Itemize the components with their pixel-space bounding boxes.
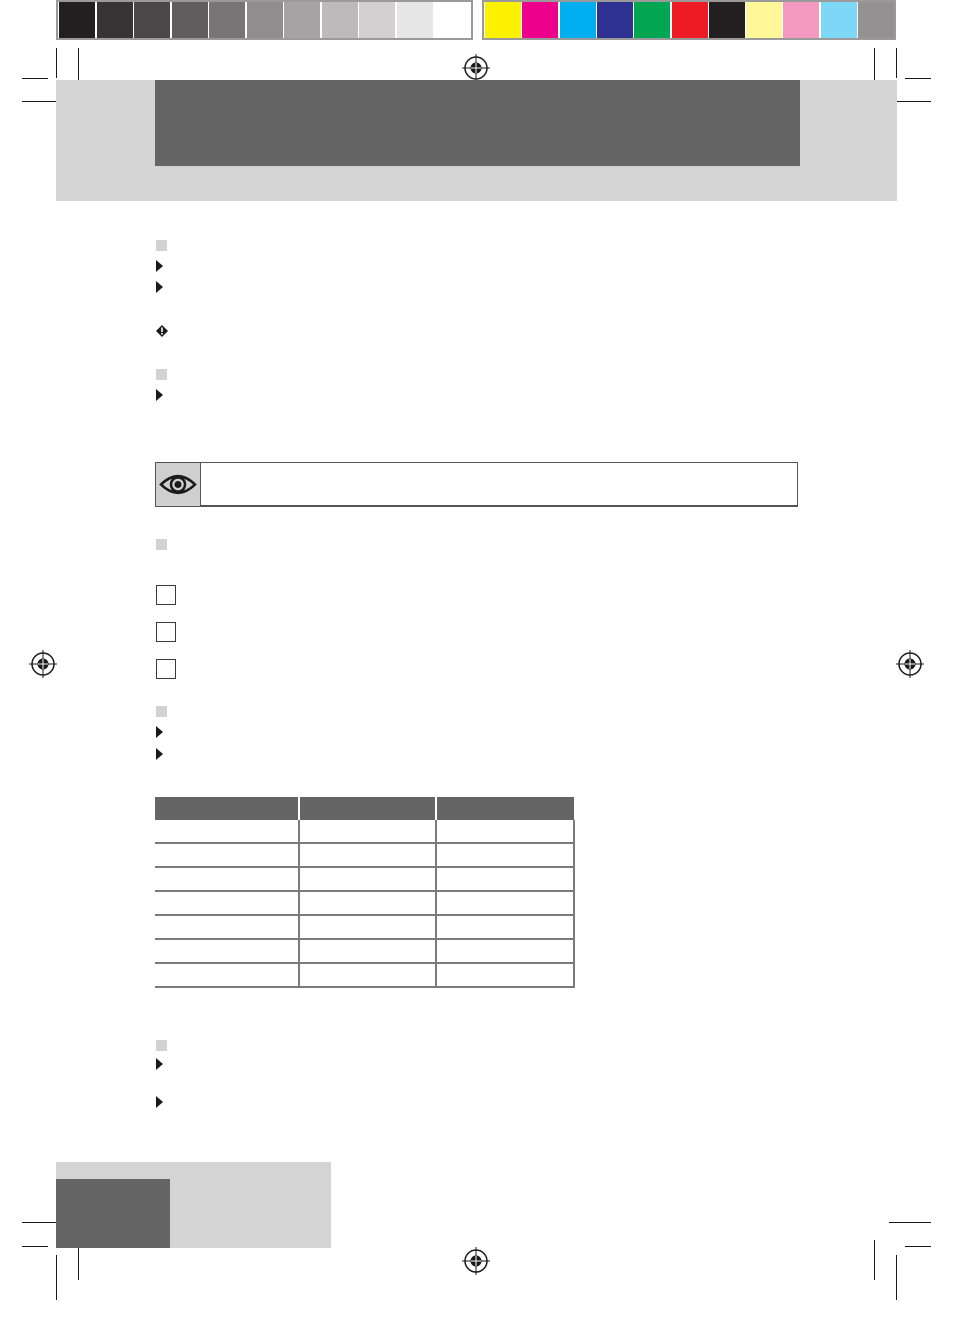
color-swatch — [172, 2, 208, 38]
registration-mark-icon — [461, 1246, 491, 1276]
table-cell — [155, 915, 299, 939]
table-cell — [436, 939, 574, 963]
registration-mark-icon — [28, 649, 58, 679]
table-row — [155, 939, 574, 963]
crop-mark — [56, 48, 57, 78]
crop-mark — [896, 48, 897, 78]
color-swatch — [247, 2, 283, 38]
table-cell — [299, 963, 436, 987]
header-title-bar — [155, 80, 800, 166]
table-cell — [155, 843, 299, 867]
info-box — [155, 462, 798, 507]
section-marker — [156, 539, 167, 550]
crop-mark — [896, 1255, 897, 1300]
color-swatch — [322, 2, 358, 38]
bullet-icon — [156, 1096, 163, 1108]
table-cell — [299, 891, 436, 915]
table-header-cell — [299, 797, 436, 820]
color-swatch — [821, 2, 857, 38]
table-cell — [155, 867, 299, 891]
eye-icon — [156, 463, 200, 506]
color-swatch — [359, 2, 395, 38]
table-row — [155, 891, 574, 915]
bullet-icon — [156, 726, 163, 738]
bullet-icon — [156, 748, 163, 760]
spec-table — [155, 797, 575, 988]
table-cell — [436, 963, 574, 987]
table-cell — [155, 891, 299, 915]
registration-mark-icon — [895, 649, 925, 679]
crop-mark — [22, 1246, 48, 1247]
section-marker — [156, 369, 167, 380]
color-swatch — [746, 2, 782, 38]
crop-mark — [905, 1246, 931, 1247]
footer-page-tab — [56, 1179, 170, 1248]
color-swatch — [709, 2, 745, 38]
crop-mark — [889, 1222, 931, 1223]
color-swatch — [672, 2, 708, 38]
color-swatch — [522, 2, 558, 38]
table-row — [155, 867, 574, 891]
section-marker — [156, 240, 167, 251]
color-swatch — [97, 2, 133, 38]
table-cell — [436, 867, 574, 891]
bullet-icon — [156, 281, 163, 293]
table-cell — [436, 820, 574, 843]
table-row — [155, 915, 574, 939]
table-cell — [155, 963, 299, 987]
table-cell — [299, 843, 436, 867]
table-row — [155, 843, 574, 867]
table-header-cell — [436, 797, 574, 820]
color-swatch — [59, 2, 95, 38]
color-swatch — [783, 2, 819, 38]
table-header-row — [155, 797, 574, 820]
color-swatch — [284, 2, 320, 38]
table-cell — [299, 820, 436, 843]
checkbox[interactable] — [156, 585, 176, 605]
bullet-icon — [156, 389, 163, 401]
checkbox[interactable] — [156, 622, 176, 642]
section-marker — [156, 706, 167, 717]
info-icon-cell — [156, 463, 201, 506]
table-cell — [299, 915, 436, 939]
color-swatch — [209, 2, 245, 38]
table-cell — [436, 915, 574, 939]
table-cell — [155, 939, 299, 963]
table-cell — [436, 843, 574, 867]
crop-mark — [874, 1240, 875, 1280]
registration-mark-icon — [461, 53, 491, 83]
bullet-icon — [156, 1058, 163, 1070]
table-row — [155, 820, 574, 843]
warning-icon — [156, 325, 168, 337]
table-row — [155, 963, 574, 987]
color-swatch — [560, 2, 596, 38]
color-swatch — [397, 2, 433, 38]
table-cell — [299, 867, 436, 891]
crop-mark — [22, 78, 48, 79]
table-cell — [299, 939, 436, 963]
color-swatch — [434, 2, 470, 38]
checkbox[interactable] — [156, 659, 176, 679]
color-swatch — [485, 2, 521, 38]
table-cell — [436, 891, 574, 915]
color-swatch — [634, 2, 670, 38]
table-cell — [155, 820, 299, 843]
crop-mark — [56, 1255, 57, 1300]
bullet-icon — [156, 260, 163, 272]
color-swatch — [858, 2, 894, 38]
section-marker — [156, 1040, 167, 1051]
table-header-cell — [155, 797, 299, 820]
color-swatch — [597, 2, 633, 38]
color-swatch — [134, 2, 170, 38]
crop-mark — [905, 78, 931, 79]
